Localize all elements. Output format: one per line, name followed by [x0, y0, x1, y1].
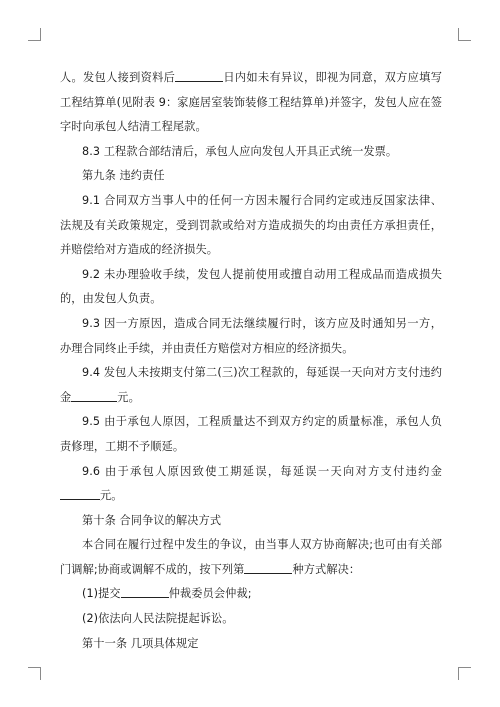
paragraph-text: 日内如未有异议，即视为同意，双方应填写工程结算单(见附表 9：家庭居室装饰装修工程结算单)并签字，发包人应在签字时向承包人结清工程尾款。 [60, 71, 442, 134]
paragraph-text: 仲裁委员会仲裁; [168, 587, 252, 601]
fill-in-blank[interactable] [244, 561, 292, 574]
paragraph-text: 8.3 工程款合部结清后，承包人应向发包人开具正式统一发票。 [82, 144, 398, 158]
paragraph-p3 [60, 164, 442, 189]
paragraph-text: 种方式解决： [292, 562, 361, 576]
paragraph-p2 [60, 140, 442, 165]
paragraph-p14 [60, 632, 442, 657]
paragraph-text: 9.5 由于承包人原因，工程质量达不到双方约定的质量标准，承包人负责修理，工期不予顺延。 [60, 415, 442, 453]
paragraph-text: 9.1 合同双方当事人中的任何一方因未履行合同约定或违反国家法律、法规及有关政策规定，受到罚款或给对方造成损失的均由责任方承担责任，并赔偿给对方造成的经济损失。 [60, 193, 442, 257]
paragraph-text: 元。 [100, 489, 123, 503]
fill-in-blank[interactable] [175, 69, 223, 82]
paragraph-text: 9.4 发包人未按期支付第二(三)次工程款的，每延误一天向对方支付违约金 [60, 366, 442, 404]
paragraph-p13 [60, 607, 442, 632]
fill-in-blank[interactable] [60, 487, 100, 500]
crop-mark-top-right [458, 28, 471, 41]
paragraph-p7 [60, 361, 442, 410]
paragraph-p4 [60, 189, 442, 263]
crop-mark-bottom-left [28, 667, 41, 680]
paragraph-text: (1)提交 [82, 587, 121, 601]
paragraph-text: 第九条 违约责任 [82, 169, 165, 183]
paragraph-p8 [60, 410, 442, 459]
paragraph-p9 [60, 460, 442, 509]
paragraph-text: 第十条 合同争议的解决方式 [82, 513, 222, 527]
paragraph-p12 [60, 582, 442, 607]
fill-in-blank[interactable] [121, 585, 169, 598]
paragraph-p6 [60, 312, 442, 361]
paragraph-p10 [60, 509, 442, 534]
fill-in-blank[interactable] [95, 389, 117, 402]
crop-mark-top-left [28, 28, 41, 41]
fill-in-blank[interactable] [71, 389, 95, 402]
document-body [60, 66, 442, 656]
paragraph-text: (2)依法向人民法院提起诉讼。 [82, 612, 234, 626]
paragraph-p11 [60, 533, 442, 582]
paragraph-text: 元。 [117, 390, 140, 404]
paragraph-text: 第十一条 几项具体规定 [82, 636, 199, 650]
paragraph-text: 9.6 由于承包人原因致使工期延误，每延误一天向对方支付违约金 [82, 464, 442, 478]
paragraph-p1 [60, 66, 442, 140]
paragraph-text: 人。发包人接到资料后 [60, 71, 176, 84]
paragraph-text: 本合同在履行过程中发生的争议，由当事人双方协商解决;也可由有关部门调解;协商或调解不成的，按下列第 [60, 538, 442, 576]
paragraph-text: 9.3 因一方原因，造成合同无法继续履行时，该方应及时通知另一方，办理合同终止手续，并由责任方赔偿对方相应的经济损失。 [60, 316, 442, 355]
crop-mark-bottom-right [458, 667, 471, 680]
paragraph-text: 9.2 未办理验收手续，发包人提前使用或擅自动用工程成品而造成损失的，由发包人负责。 [60, 267, 442, 306]
paragraph-p5 [60, 263, 442, 312]
